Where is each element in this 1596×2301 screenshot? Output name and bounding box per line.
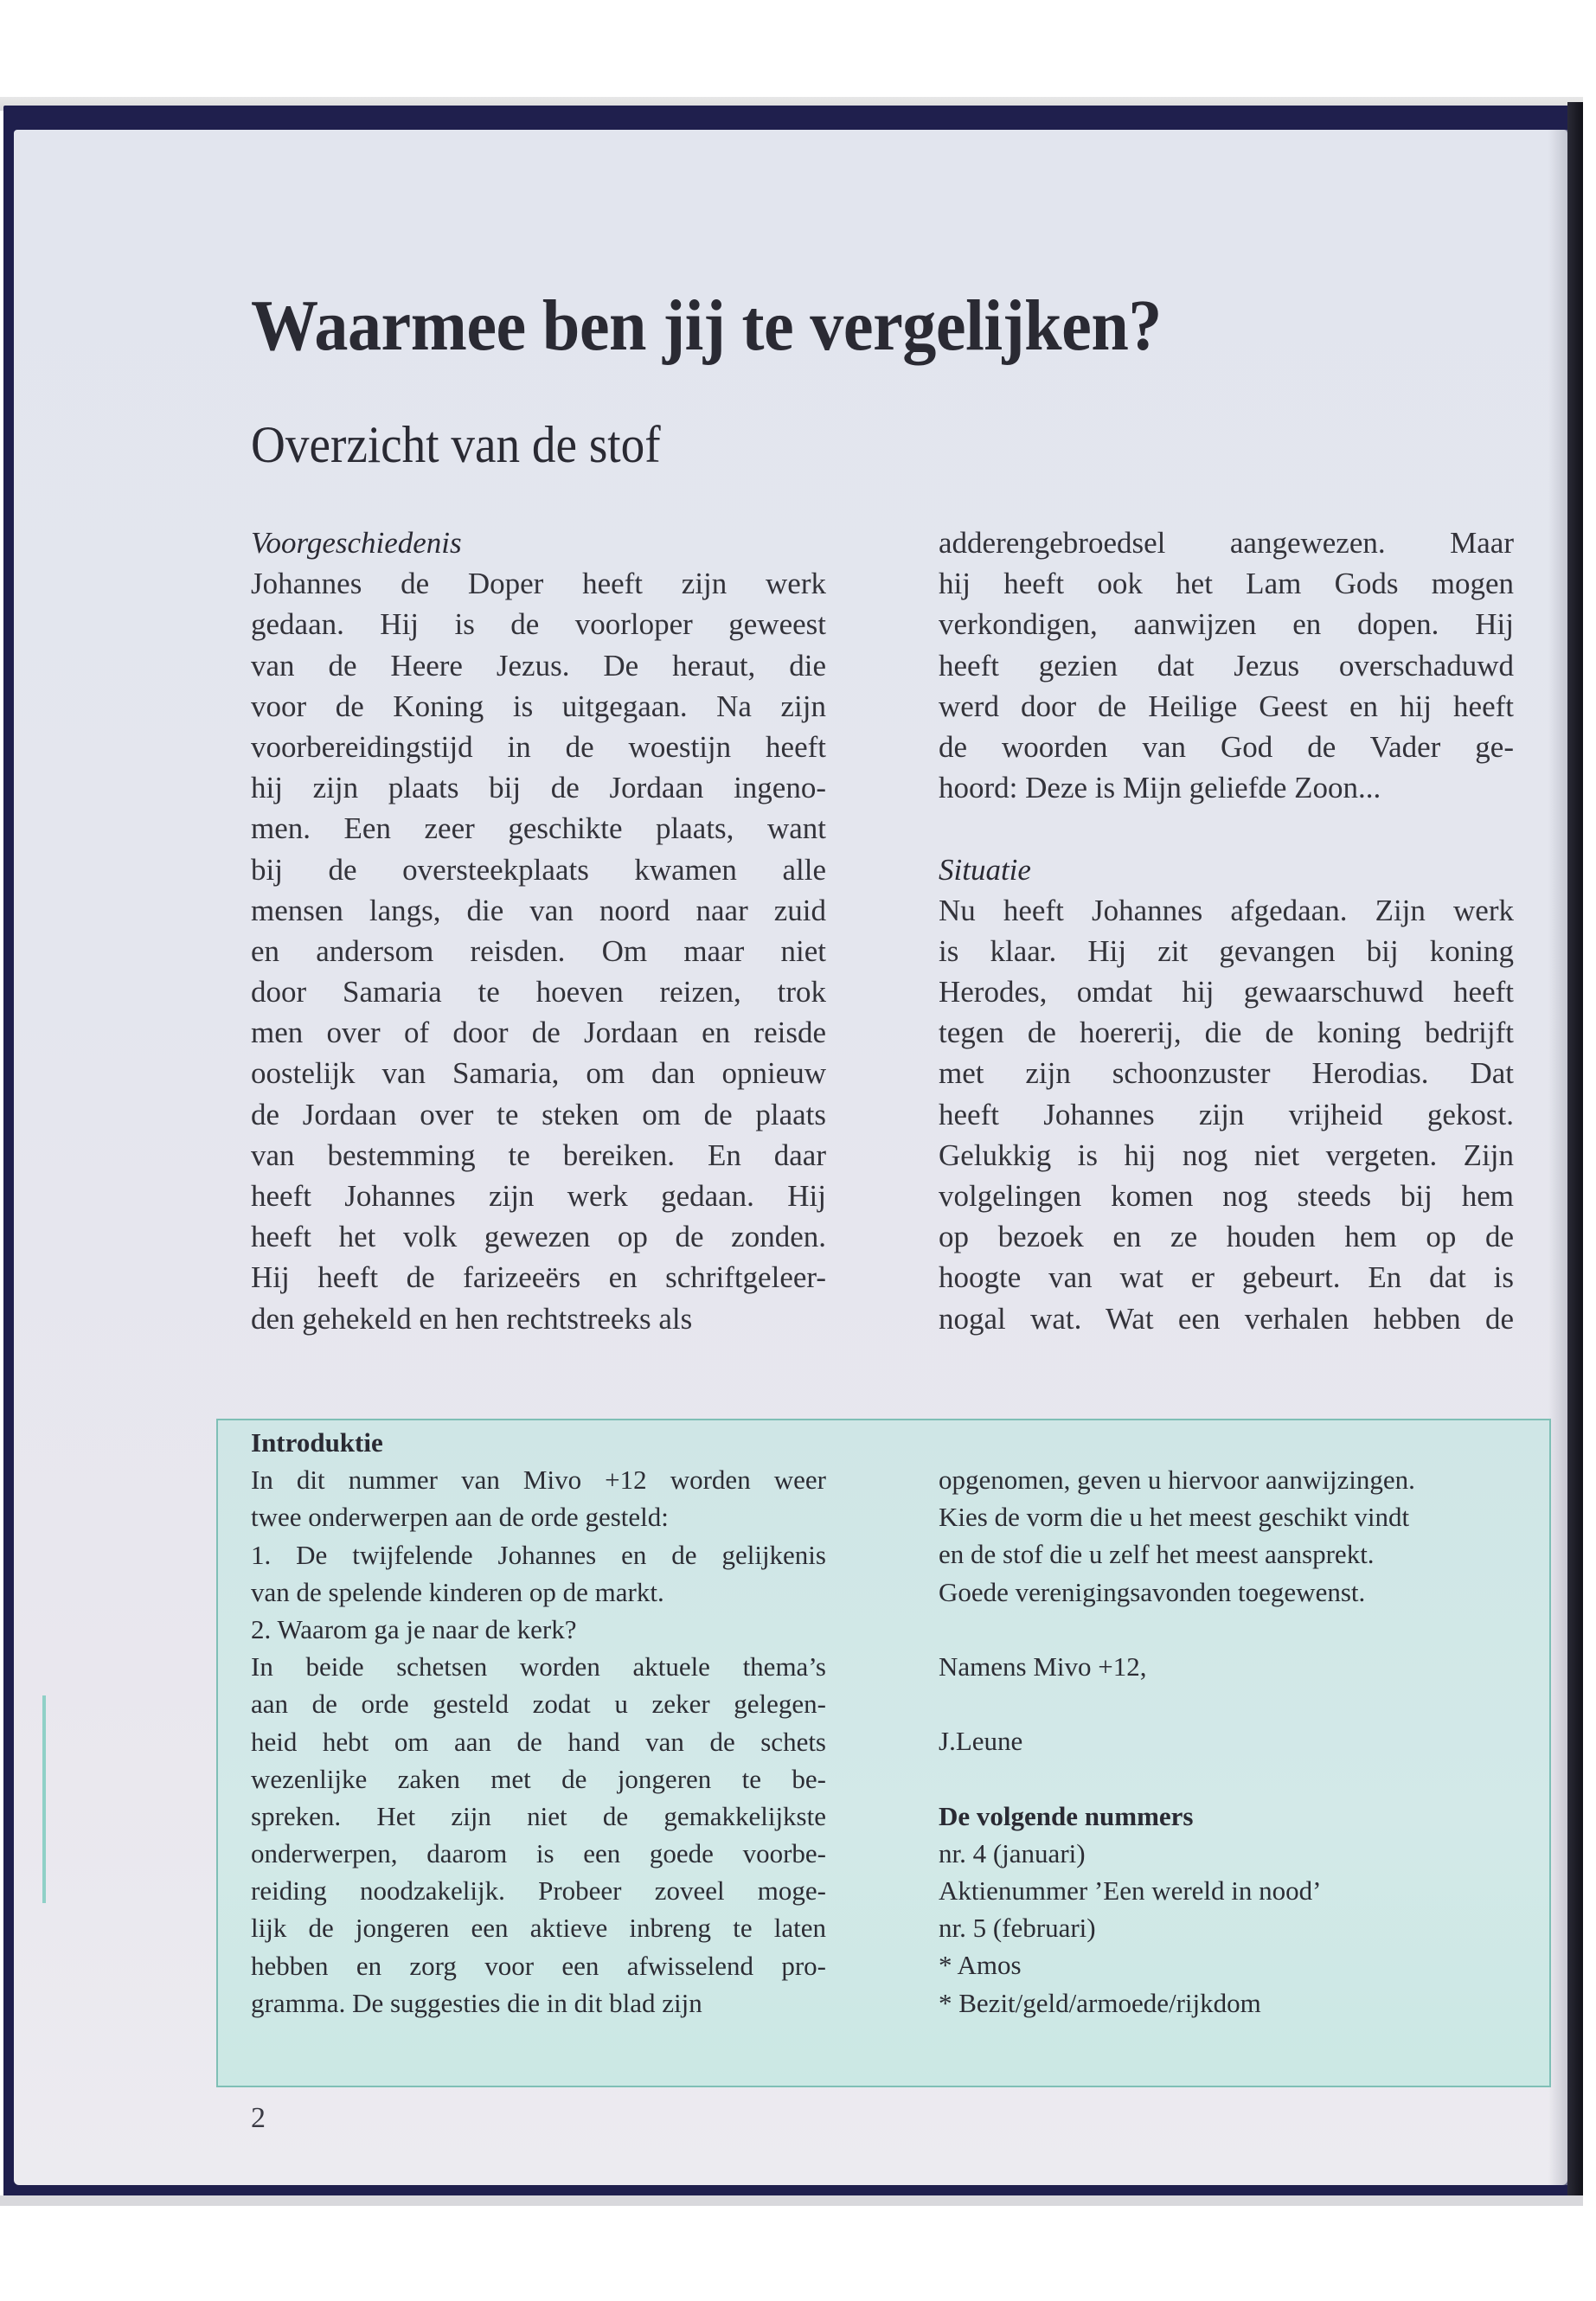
box-line: In beide schetsen worden aktuele thema’s <box>251 1651 826 1682</box>
section-heading-situatie: Situatie <box>939 852 1031 887</box>
box-line: opgenomen, geven u hiervoor aanwijzingen. <box>939 1465 1415 1495</box>
body-line: nogal wat. Wat een verhalen hebben de <box>939 1301 1514 1336</box>
issue-list-item: nr. 5 (februari) <box>939 1913 1096 1944</box>
body-line: bij de oversteekplaats kwamen alle <box>251 852 826 887</box>
binding-right-edge <box>1567 102 1583 2195</box>
body-line: den gehekeld en hen rechtstreeks als <box>251 1301 693 1336</box>
issue-list-item: * Bezit/geld/armoede/rijkdom <box>939 1987 1261 2018</box>
section-heading-voorgeschiedenis: Voorgeschiedenis <box>251 526 462 560</box>
paragraph-gap <box>939 808 1514 849</box>
body-line: oostelijk van Samaria, om dan opnieuw <box>251 1056 826 1091</box>
body-line: werd door de Heilige Geest en hij heeft <box>939 689 1514 723</box>
box-line: hebben en zorg voor een afwisselend pro- <box>251 1950 826 1981</box>
body-line: Johannes de Doper heeft zijn werk <box>251 567 826 601</box>
box-line: lijk de jongeren een aktieve inbreng te laten <box>251 1913 826 1944</box>
box-line: In dit nummer van Mivo +12 worden weer <box>251 1465 826 1496</box>
page-title: Waarmee ben jij te vergelijken? <box>251 285 1162 366</box>
body-line: hij zijn plaats bij de Jordaan ingeno- <box>251 771 826 805</box>
body-line: tegen de hoererij, die de koning bedrijft <box>939 1016 1514 1050</box>
body-line: van de Heere Jezus. De heraut, die <box>251 648 826 683</box>
body-line: mensen langs, die van noord naar zuid <box>251 893 826 927</box>
introduktie-heading: Introduktie <box>251 1427 383 1458</box>
body-line: heeft Johannes zijn werk gedaan. Hij <box>251 1179 826 1213</box>
page-shadow-edge <box>1548 130 1567 2185</box>
teal-margin-mark <box>42 1695 46 1903</box>
body-line: en andersom reisden. Om maar niet <box>251 933 826 968</box>
body-line: met zijn schoonzuster Herodias. Dat <box>939 1056 1514 1091</box>
introduktie-column-right <box>939 1461 1514 2022</box>
volgende-nummers-heading: De volgende nummers <box>939 1800 1194 1831</box>
body-line: Gelukkig is hij nog niet vergeten. Zijn <box>939 1138 1514 1172</box>
signoff: Namens Mivo +12, <box>939 1650 1147 1682</box>
box-line: wezenlijke zaken met de jongeren te be- <box>251 1763 826 1794</box>
box-line: gramma. De suggesties die in dit blad zijn <box>251 1987 702 2018</box>
body-line: men. Een zeer geschikte plaats, want <box>251 811 826 846</box>
paragraph-gap <box>939 1611 1514 1648</box>
body-line: Nu heeft Johannes afgedaan. Zijn werk <box>939 893 1514 927</box>
box-line: en de stof die u zelf het meest aansprekt. <box>939 1539 1375 1570</box>
body-line: adderengebroedsel aangewezen. Maar <box>939 526 1514 560</box>
issue-list-item: * Amos <box>939 1950 1022 1981</box>
body-line: Hij heeft de farizeeërs en schriftgeleer- <box>251 1260 826 1295</box>
box-line: aan de orde gesteld zodat u zeker gelegen- <box>251 1689 826 1720</box>
body-line: is klaar. Hij zit gevangen bij koning <box>939 933 1514 968</box>
body-line: van bestemming te bereiken. En daar <box>251 1138 826 1172</box>
box-line: onderwerpen, daarom is een goede voorbe- <box>251 1838 826 1869</box>
signature: J.Leune <box>939 1726 1023 1757</box>
box-line: heid hebt om aan de hand van de schets <box>251 1726 826 1757</box>
body-line: Herodes, omdat hij gewaarschuwd heeft <box>939 975 1514 1009</box>
box-line: Kies de vorm die u het meest geschikt vindt <box>939 1502 1410 1533</box>
body-line: de woorden van God de Vader ge- <box>939 729 1514 764</box>
column-left <box>251 522 826 1339</box>
issue-list-item: Aktienummer ’Een wereld in nood’ <box>939 1875 1322 1907</box>
paragraph-gap <box>939 1760 1514 1798</box>
box-line: reiding noodzakelijk. Probeer zoveel moge- <box>251 1875 826 1907</box>
body-line: men over of door de Jordaan en reisde <box>251 1016 826 1050</box>
body-line: heeft Johannes zijn vrijheid gekost. <box>939 1097 1514 1131</box>
body-line: hij heeft ook het Lam Gods mogen <box>939 567 1514 601</box>
box-line: Goede verenigingsavonden toegewenst. <box>939 1576 1366 1607</box>
page-number: 2 <box>251 2102 266 2134</box>
body-line: op bezoek en ze houden hem op de <box>939 1220 1514 1254</box>
issue-list-item: nr. 4 (januari) <box>939 1837 1086 1868</box>
body-line: volgelingen komen nog steeds bij hem <box>939 1179 1514 1213</box>
body-line: door Samaria te hoeven reizen, trok <box>251 975 826 1009</box>
paragraph-gap <box>939 1685 1514 1722</box>
body-line: heeft het volk gewezen op de zonden. <box>251 1220 826 1254</box>
box-line: twee onderwerpen aan de orde gesteld: <box>251 1502 669 1533</box>
box-line: van de spelende kinderen op de markt. <box>251 1576 664 1607</box>
box-line: spreken. Het zijn niet de gemakkelijkste <box>251 1800 826 1831</box>
column-right <box>939 522 1514 1339</box>
body-line: verkondigen, aanwijzen en dopen. Hij <box>939 607 1514 642</box>
body-line: hoogte van wat er gebeurt. En dat is <box>939 1260 1514 1295</box>
body-line: hoord: Deze is Mijn geliefde Zoon... <box>939 771 1381 805</box>
body-line: de Jordaan over te steken om de plaats <box>251 1097 826 1131</box>
scan-edge-bottom <box>0 2195 1583 2206</box>
page-subtitle: Overzicht van de stof <box>251 416 661 473</box>
body-line: gedaan. Hij is de voorloper geweest <box>251 607 826 642</box>
box-line: 2. Waarom ga je naar de kerk? <box>251 1613 577 1644</box>
body-line: voor de Koning is uitgegaan. Na zijn <box>251 689 826 723</box>
introduktie-column-left <box>251 1424 826 2022</box>
box-line: 1. De twijfelende Johannes en de gelijkenis <box>251 1539 826 1570</box>
body-line: voorbereidingstijd in de woestijn heeft <box>251 729 826 764</box>
body-line: heeft gezien dat Jezus overschaduwd <box>939 648 1514 683</box>
